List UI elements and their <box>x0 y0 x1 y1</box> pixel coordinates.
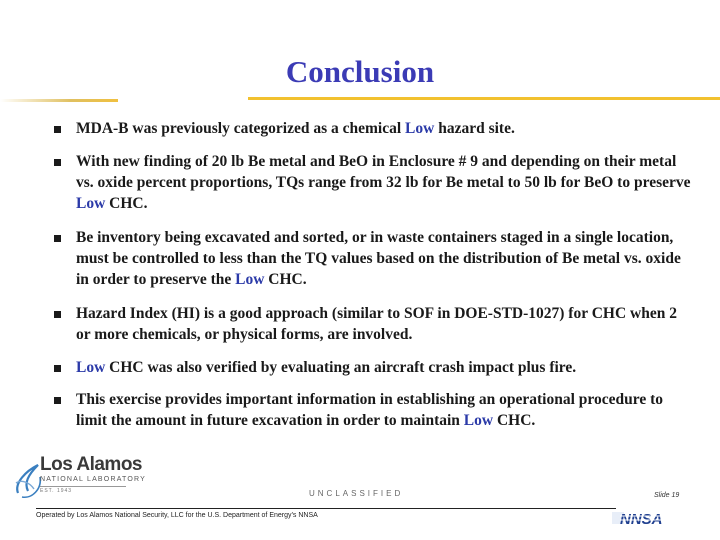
bullet-marker <box>54 311 61 318</box>
text-run: With new finding of 20 lb Be metal and BeO in Enclosure # 9 and depending on their metal vs. oxide percent proportions, TQs range from 32 lb for Be metal to 50 lb for BeO to preserve <box>76 153 691 191</box>
text-run: Hazard Index (HI) is a good approach (similar to SOF in DOE-STD-1027) for CHC when 2 or more chemicals, or physical forms, are involved. <box>76 305 677 343</box>
bullet-marker <box>54 126 61 133</box>
nnsa-logo-icon <box>612 508 688 528</box>
text-run: CHC. <box>264 271 307 288</box>
logo-subtitle: NATIONAL LABORATORY <box>40 476 147 483</box>
bullet-marker <box>54 397 61 404</box>
text-run: CHC was also verified by evaluating an aircraft crash impact plus fire. <box>105 359 577 376</box>
highlight-low: Low <box>76 359 106 376</box>
slide-number: Slide 19 <box>654 492 680 499</box>
slide-title: Conclusion <box>285 54 435 89</box>
bullet-marker <box>54 235 61 242</box>
highlight-low: Low <box>76 195 106 212</box>
logo-wordmark: Los Alamos <box>40 454 142 475</box>
bullet-marker <box>54 365 61 372</box>
logo-established: EST. 1943 <box>40 488 73 494</box>
footer-operator-text: Operated by Los Alamos National Security, LLC for the U.S. Department of Energy’s NNSA <box>36 512 318 519</box>
bullet-text <box>76 118 692 139</box>
bullet-text <box>76 303 692 345</box>
highlight-low: Low <box>235 271 265 288</box>
bullet-text <box>76 389 692 431</box>
bullet-text <box>76 151 692 214</box>
title-rule-left <box>0 99 118 102</box>
bullet-text <box>76 227 692 290</box>
text-run: CHC. <box>493 412 536 429</box>
bullet-text <box>76 357 692 378</box>
text-run: Be inventory being excavated and sorted, or in waste containers staged in a single location, must be controlled to less than the TQ values based on the distribution of Be metal vs. oxide in order to preserve the <box>76 229 681 288</box>
bullet-marker <box>54 159 61 166</box>
title-rule-right <box>248 97 720 100</box>
nnsa-wordmark: NNSA <box>620 511 663 528</box>
footer-divider <box>36 508 616 509</box>
classification-label: UNCLASSIFIED <box>309 489 404 498</box>
text-run: hazard site. <box>434 120 515 137</box>
text-run: This exercise provides important information in establishing an operational procedure to limit the amount in future excavation in order to maintain <box>76 391 664 429</box>
text-run: CHC. <box>105 195 148 212</box>
logo-divider <box>40 486 126 487</box>
text-run: MDA-B was previously categorized as a chemical <box>76 120 406 137</box>
highlight-low: Low <box>405 120 435 137</box>
highlight-low: Low <box>463 412 494 429</box>
